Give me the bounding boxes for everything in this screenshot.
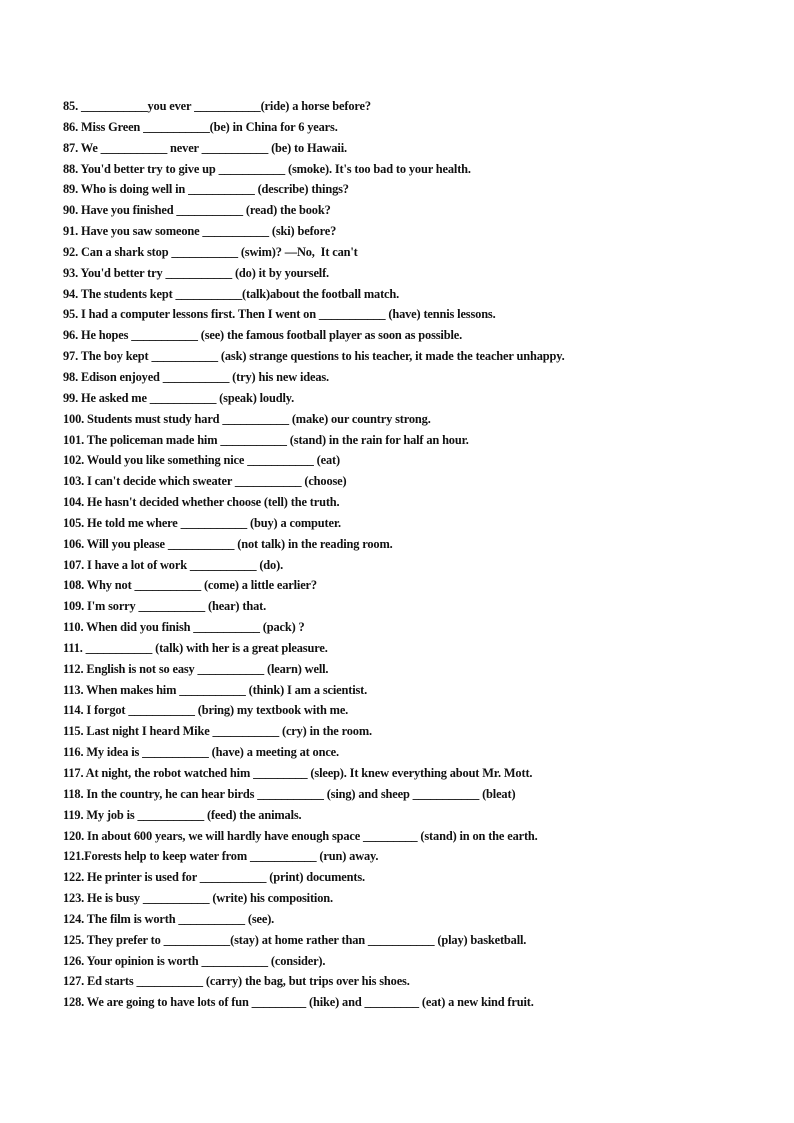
question-88: 88. You'd better try to give up ___________ (smoke). It's too bad to your health.	[63, 161, 471, 176]
question-104: 104. He hasn't decided whether choose (tell) the truth.	[63, 495, 340, 510]
question-114: 114. I forgot ___________ (bring) my textbook with me.	[63, 703, 349, 718]
question-115: 115. Last night I heard Mike ___________ (cry) in the room.	[63, 724, 372, 739]
question-89: 89. Who is doing well in ___________ (describe) things?	[63, 182, 349, 197]
question-117: 117. At night, the robot watched him _________ (sleep). It knew everything about Mr. Mott.	[63, 766, 533, 780]
question-119: 119. My job is ___________ (feed) the animals.	[63, 807, 302, 822]
question-105: 105. He told me where ___________ (buy) a computer.	[63, 515, 341, 530]
question-99: 99. He asked me ___________ (speak) loudly.	[63, 390, 295, 405]
question-128: 128. We are going to have lots of fun _________ (hike) and _________ (eat) a new kind fruit.	[63, 995, 534, 1010]
question-124: 124. The film is worth ___________ (see).	[63, 911, 275, 926]
question-106: 106. Will you please ___________ (not talk) in the reading room.	[63, 536, 393, 551]
question-122: 122. He printer is used for ___________ (print) documents.	[63, 870, 365, 885]
question-107: 107. I have a lot of work ___________ (do).	[63, 557, 284, 572]
question-112: 112. English is not so easy ___________ (learn) well.	[63, 661, 329, 676]
question-94: 94. The students kept ___________(talk)about the football match.	[63, 286, 400, 301]
question-120: 120. In about 600 years, we will hardly have enough space _________ (stand) in on the earth.	[63, 828, 538, 843]
question-92: 92. Can a shark stop ___________ (swim)? —No, It can't	[63, 244, 358, 259]
question-121: 121.Forests help to keep water from ___________ (run) away.	[63, 849, 379, 864]
question-113: 113. When makes him ___________ (think) I am a scientist.	[63, 682, 368, 697]
question-109: 109. I'm sorry ___________ (hear) that.	[63, 599, 267, 614]
question-118: 118. In the country, he can hear birds ___________ (sing) and sheep ___________ (bleat)	[63, 786, 516, 801]
question-111: 111. ___________ (talk) with her is a great pleasure.	[63, 640, 328, 655]
question-110: 110. When did you finish ___________ (pack) ?	[63, 620, 305, 635]
question-93: 93. You'd better try ___________ (do) it by yourself.	[63, 265, 330, 280]
question-87: 87. We ___________ never ___________ (be) to Hawaii.	[63, 140, 347, 155]
worksheet	[63, 96, 763, 1013]
question-85: 85. ___________you ever ___________(ride) a horse before?	[63, 99, 371, 113]
question-101: 101. The policeman made him ___________ (stand) in the rain for half an hour.	[63, 432, 469, 447]
question-98: 98. Edison enjoyed ___________ (try) his new ideas.	[63, 369, 329, 384]
question-95: 95. I had a computer lessons first. Then I went on ___________ (have) tennis lessons.	[63, 307, 496, 322]
question-96: 96. He hopes ___________ (see) the famous football player as soon as possible.	[63, 328, 463, 343]
question-91: 91. Have you saw someone ___________ (ski) before?	[63, 224, 337, 239]
question-103: 103. I can't decide which sweater ___________ (choose)	[63, 474, 347, 489]
question-123: 123. He is busy ___________ (write) his composition.	[63, 891, 333, 906]
question-90: 90. Have you finished ___________ (read) the book?	[63, 203, 331, 218]
question-116: 116. My idea is ___________ (have) a meeting at once.	[63, 745, 339, 760]
question-86: 86. Miss Green ___________(be) in China for 6 years.	[63, 119, 338, 134]
question-100: 100. Students must study hard ___________ (make) our country strong.	[63, 411, 431, 426]
question-127: 127. Ed starts ___________ (carry) the bag, but trips over his shoes.	[63, 974, 410, 989]
question-125: 125. They prefer to ___________(stay) at home rather than ___________ (play) basketball.	[63, 932, 527, 947]
question-102: 102. Would you like something nice ___________ (eat)	[63, 453, 340, 468]
question-97: 97. The boy kept ___________ (ask) strange questions to his teacher, it made the teacher unhappy.	[63, 349, 565, 364]
question-126: 126. Your opinion is worth ___________ (consider).	[63, 953, 326, 968]
question-108: 108. Why not ___________ (come) a little earlier?	[63, 578, 317, 593]
